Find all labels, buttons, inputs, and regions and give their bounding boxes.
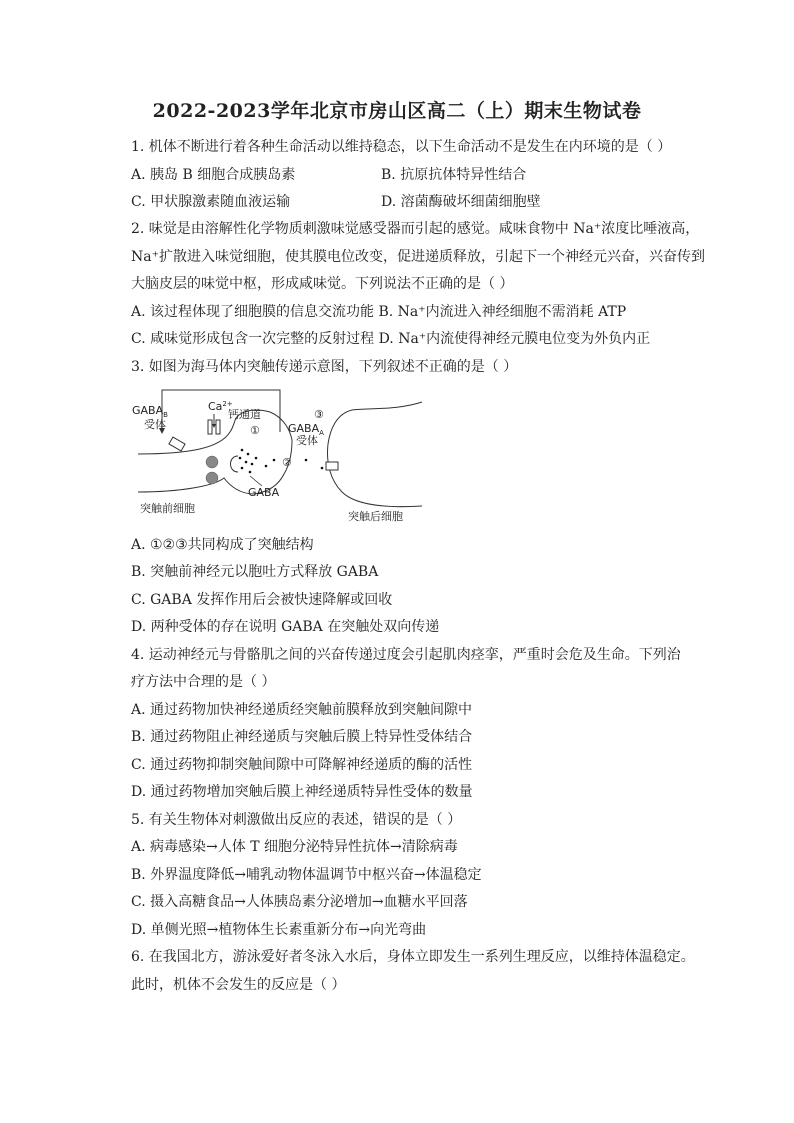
question-2-line-1: 2. 味觉是由溶解性化学物质刺激味觉感受器而引起的感觉。咸味食物中 Na⁺浓度比唾液高， bbox=[131, 221, 700, 237]
question-4-line-1: 4. 运动神经元与骨骼肌之间的兴奋传递过度会引起肌肉痉挛，严重时会危及生命。下列治 bbox=[131, 647, 681, 663]
question-4-option-b: B. 通过药物阻止神经递质与突触后膜上特异性受体结合 bbox=[131, 729, 473, 745]
gaba-b-receptor-shape bbox=[169, 437, 185, 451]
calcium-channel-right bbox=[216, 420, 220, 434]
question-3-option-d: D. 两种受体的存在说明 GABA 在突触处双向传递 bbox=[131, 619, 440, 635]
question-5-stem: 5. 有关生物体对刺激做出反应的表述，错误的是（ ） bbox=[131, 812, 462, 828]
gaba-molecules bbox=[239, 449, 324, 474]
question-3-option-b: B. 突触前神经元以胞吐方式释放 GABA bbox=[131, 564, 379, 580]
gaba-b-receptor-label: 受体 bbox=[144, 418, 166, 431]
mark-3: ③ bbox=[314, 408, 324, 421]
postsynaptic-membrane bbox=[328, 402, 422, 507]
gaba-a-receptor-shape bbox=[326, 462, 338, 470]
synapse-diagram bbox=[130, 382, 430, 530]
synapse-figure bbox=[130, 382, 430, 530]
question-1-option-d: D. 溶菌酶破坏细菌细胞壁 bbox=[381, 194, 541, 210]
question-5-option-a: A. 病毒感染→人体 T 细胞分泌特异性抗体→清除病毒 bbox=[131, 839, 458, 855]
calcium-channel-left bbox=[208, 420, 212, 434]
gaba-a-receptor-label: 受体 bbox=[296, 434, 318, 447]
question-3-option-c: C. GABA 发挥作用后会被快速降解或回收 bbox=[131, 592, 393, 608]
question-2-options-cd: C. 咸味觉形成包含一次完整的反射过程 D. Na⁺内流使得神经元膜电位变为外负内正 bbox=[131, 331, 651, 347]
gaba-b-label: $GABA_B$ bbox=[132, 404, 168, 419]
postsynaptic-cell-label: 突触后细胞 bbox=[348, 510, 403, 523]
question-6-line-1: 6. 在我国北方，游泳爱好者冬泳入水后，身体立即发生一系列生理反应，以维持体温稳定。 bbox=[131, 949, 695, 965]
vesicle-1 bbox=[206, 456, 218, 468]
release-pocket bbox=[231, 456, 239, 472]
page-title: 2022-2023学年北京市房山区高二（上）期末生物试卷 bbox=[152, 100, 642, 122]
question-4-line-2: 疗方法中合理的是（ ） bbox=[131, 674, 276, 690]
question-3-option-a: A. ①②③共同构成了突触结构 bbox=[131, 537, 314, 553]
calcium-channel-label: 钙通道 bbox=[228, 408, 261, 421]
question-4-option-d: D. 通过药物增加突触后膜上神经递质特异性受体的数量 bbox=[131, 784, 473, 800]
question-1-option-a: A. 胰岛 B 细胞合成胰岛素 bbox=[131, 167, 296, 183]
gaba-label: GABA bbox=[248, 486, 280, 499]
gaba-a-label: $GABA_A$ bbox=[288, 422, 324, 437]
gaba-pointer bbox=[250, 476, 262, 486]
calcium-arrowhead bbox=[212, 424, 216, 428]
calcium-label: $Ca^{2+}$ bbox=[208, 400, 233, 413]
question-1-option-b: B. 抗原抗体特异性结合 bbox=[381, 167, 527, 183]
question-4-option-c: C. 通过药物抑制突触间隙中可降解神经递质的酶的活性 bbox=[131, 757, 473, 773]
vesicle-2 bbox=[206, 472, 218, 484]
question-4-option-a: A. 通过药物加快神经递质经突触前膜释放到突触间隙中 bbox=[131, 702, 473, 718]
mark-1: ① bbox=[250, 424, 260, 437]
presynaptic-cell-label: 突触前细胞 bbox=[140, 502, 195, 515]
question-5-option-d: D. 单侧光照→植物体生长素重新分布→向光弯曲 bbox=[131, 922, 427, 938]
question-1-stem: 1. 机体不断进行着各种生命活动以维持稳态，以下生命活动不是发生在内环境的是（ ） bbox=[131, 139, 672, 155]
question-5-option-b: B. 外界温度降低→哺乳动物体温调节中枢兴奋→体温稳定 bbox=[131, 867, 482, 883]
question-1-option-c: C. 甲状腺激素随血液运输 bbox=[131, 194, 291, 210]
question-5-option-c: C. 摄入高糖食品→人体胰岛素分泌增加→血糖水平回落 bbox=[131, 894, 468, 910]
question-3-stem: 3. 如图为海马体内突触传递示意图，下列叙述不正确的是（ ） bbox=[131, 359, 518, 375]
question-2-line-3: 大脑皮层的味觉中枢，形成咸味觉。下列说法不正确的是（ ） bbox=[131, 276, 514, 292]
question-6-line-2: 此时，机体不会发生的反应是（ ） bbox=[131, 977, 346, 993]
question-2-options-ab: A. 该过程体现了细胞膜的信息交流功能 B. Na⁺内流进入神经细胞不需消耗 ATP bbox=[131, 304, 627, 320]
mark-2: ② bbox=[282, 456, 292, 469]
question-2-line-2: Na⁺扩散进入味觉细胞，使其膜电位改变，促进递质释放，引起下一个神经元兴奋，兴奋传到 bbox=[131, 249, 705, 265]
